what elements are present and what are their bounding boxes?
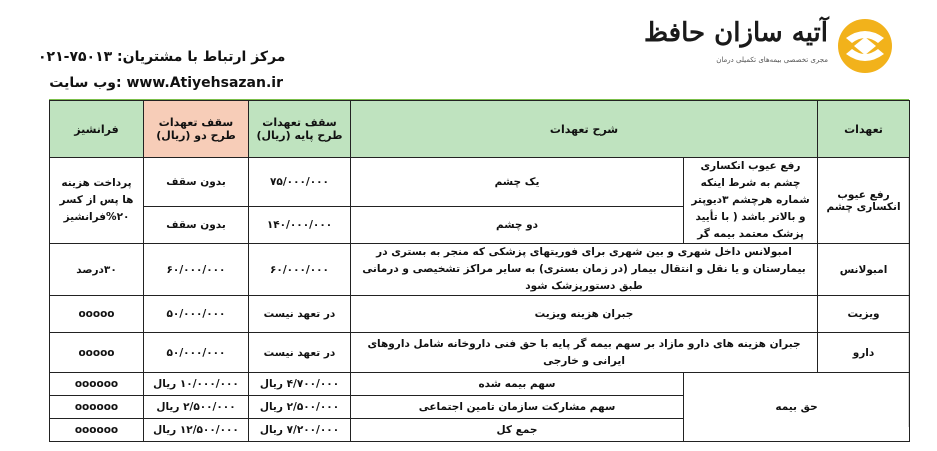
eye-two-label: دو چشم [351, 206, 684, 244]
header-franchise: فرانشیز [50, 101, 144, 158]
premium-row-plan2: ۲/۵۰۰/۰۰۰ ریال [144, 396, 249, 419]
ambulance-label: امبولانس [818, 244, 910, 296]
premium-row-name: سهم مشارکت سازمان تامین اجتماعی [351, 396, 684, 419]
drug-franchise: ooooo [50, 333, 144, 373]
ambulance-franchise: ۳۰درصد [50, 244, 144, 296]
premium-row-franchise: oooooo [50, 419, 144, 442]
drug-base: در تعهد نیست [249, 333, 351, 373]
website: وب سایت: www.Atiyehsazan.ir [49, 75, 283, 91]
table-row [50, 244, 910, 296]
drug-label: دارو [818, 333, 910, 373]
drug-description: جبران هزینه های دارو مازاد بر سهم بیمه گر پایه با حق فنی داروخانه شامل داروهای ایرانی و خارجی [351, 333, 818, 373]
logo-brand-text: آتیه سازان حافظ [643, 18, 828, 48]
premium-row-name: جمع کل [351, 419, 684, 442]
eye-label: رفع عیوب انکساری چشم [818, 158, 910, 244]
drug-plan2: ۵۰/۰۰۰/۰۰۰ [144, 333, 249, 373]
ambulance-base: ۶۰/۰۰۰/۰۰۰ [249, 244, 351, 296]
visit-franchise: ooooo [50, 296, 144, 333]
company-logo [643, 12, 898, 84]
table-row [50, 296, 910, 333]
eye-one-label: یک چشم [351, 158, 684, 207]
eye-one-plan2: بدون سقف [144, 158, 249, 207]
premium-row-plan2: ۱۰/۰۰۰/۰۰۰ ریال [144, 373, 249, 396]
coverage-table [49, 100, 910, 442]
table-header-row [50, 101, 910, 158]
logo-mark-icon [832, 16, 898, 76]
premium-row-franchise: oooooo [50, 373, 144, 396]
eye-franchise: پرداخت هزینه ها پس از کسر ۲۰%فرانشیز [50, 158, 144, 244]
premium-row-name: سهم بیمه شده [351, 373, 684, 396]
contact-info [38, 44, 286, 96]
visit-plan2: ۵۰/۰۰۰/۰۰۰ [144, 296, 249, 333]
table-row [50, 333, 910, 373]
eye-two-plan2: بدون سقف [144, 206, 249, 244]
header-commitments: تعهدات [818, 101, 910, 158]
ambulance-description: امبولانس داخل شهری و بین شهری برای فوریتهای پزشکی که منجر به بستری در بیمارستان و یا نقل و انتقال بیمار (در زمان بستری) به سایر مراکز تشخیصی و درمانی طبق دستورپزشک شود [351, 244, 818, 296]
visit-description: جبران هزینه ویزیت [351, 296, 818, 333]
table-row [50, 373, 910, 396]
visit-label: ویزیت [818, 296, 910, 333]
ambulance-plan2: ۶۰/۰۰۰/۰۰۰ [144, 244, 249, 296]
visit-base: در تعهد نیست [249, 296, 351, 333]
eye-two-base: ۱۴۰/۰۰۰/۰۰۰ [249, 206, 351, 244]
premium-row-base: ۲/۵۰۰/۰۰۰ ریال [249, 396, 351, 419]
premium-row-franchise: oooooo [50, 396, 144, 419]
eye-description: رفع عیوب انکساری چشم به شرط اینکه شماره هرچشم ۳دیوپتر و بالاتر باشد ( با تأیید پزشک معتمد بیمه گر [684, 158, 818, 244]
eye-one-base: ۷۵/۰۰۰/۰۰۰ [249, 158, 351, 207]
table-row [50, 158, 910, 207]
customer-phone: مرکز ارتباط با مشتریان: ۷۵۰۱۳-۰۲۱ [38, 49, 286, 65]
header-description: شرح تعهدات [351, 101, 818, 158]
header-plan2-cap: سقف تعهدات طرح دو (ریال) [144, 101, 249, 158]
premium-label: حق بیمه [684, 373, 910, 442]
premium-row-base: ۷/۲۰۰/۰۰۰ ریال [249, 419, 351, 442]
premium-row-plan2: ۱۲/۵۰۰/۰۰۰ ریال [144, 419, 249, 442]
premium-row-base: ۴/۷۰۰/۰۰۰ ریال [249, 373, 351, 396]
logo-tagline: مجری تخصصی بیمه‌های تکمیلی درمان [716, 56, 828, 64]
header-base-cap: سقف تعهدات طرح پایه (ریال) [249, 101, 351, 158]
